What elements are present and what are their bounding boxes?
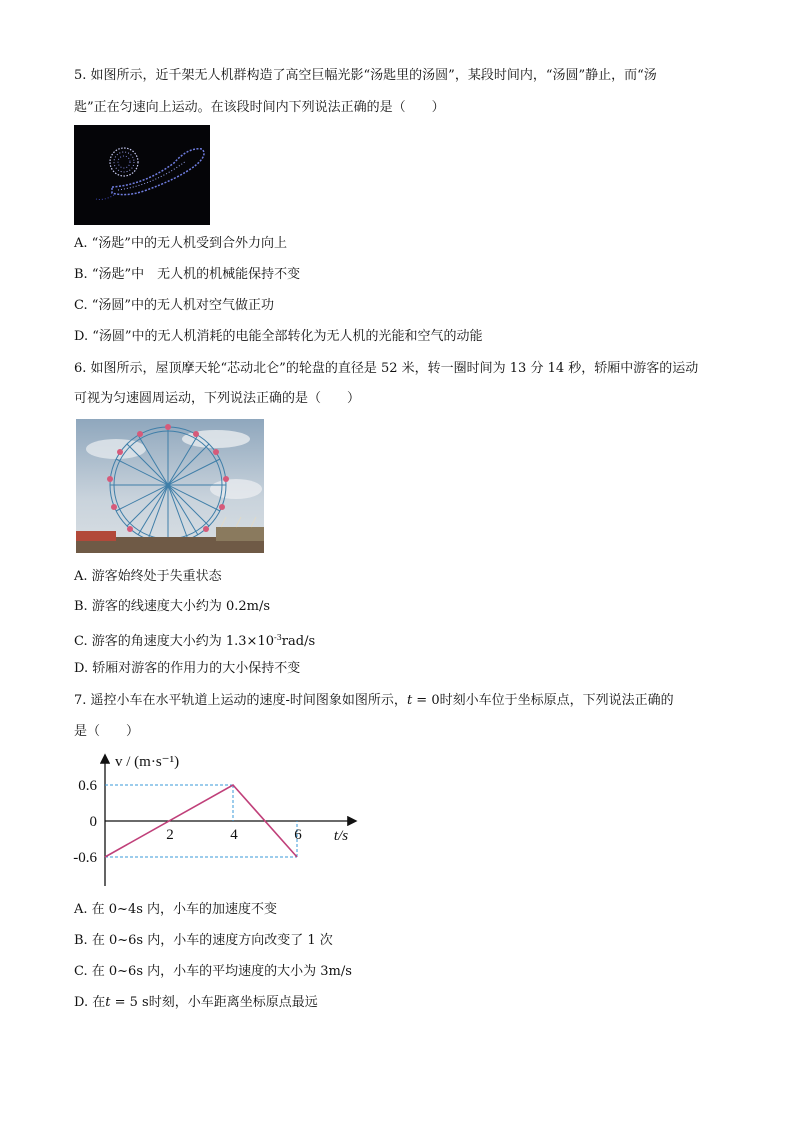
q6-option-d: D. 轿厢对游客的作用力的大小保持不变: [74, 661, 301, 676]
x-tick-label: 2: [166, 827, 174, 843]
q7-option-d-unit: s: [137, 995, 149, 1010]
q6-option-b: B. 游客的线速度大小约为 0.2m/s: [74, 599, 271, 614]
y-tick-label: 0: [89, 814, 97, 830]
q7-stem-var-t: t: [406, 693, 413, 708]
q7-option-d: [74, 994, 318, 1012]
q7-stem-text: 7. 遥控小车在水平轨道上运动的速度-时间图象如图所示，: [74, 693, 407, 708]
q6-stem-line1: 6. 如图所示，屋顶摩天轮“芯动北仑”的轮盘的直径是 52 米，转一圈时间为 13 分 14 秒，轿厢中游客的运动: [74, 361, 699, 376]
q6-stem-line2: 可视为匀速圆周运动，下列说法正确的是（ ）: [74, 391, 361, 406]
drone-show-photo: [74, 125, 210, 225]
q5-stem-line1: 5. 如图所示，近千架无人机群构造了高空巨幅光影“汤匙里的汤圆”，某段时间内，“汤圆”静止，而“汤: [74, 68, 657, 83]
y-tick-label: -0.6: [73, 850, 97, 866]
q7-option-c: C. 在 0~6s 内，小车的平均速度的大小为 3m/s: [74, 964, 352, 979]
x-tick-label: 6: [294, 827, 302, 843]
q7-option-a: A. 在 0~4s 内，小车的加速度不变: [74, 902, 278, 917]
q7-stem-line2: 是（ ）: [74, 724, 140, 739]
q7-option-d-var-t: t: [105, 995, 111, 1010]
ferris-wheel-photo: [76, 419, 264, 553]
q5-option-c: C. “汤圆”中的无人机对空气做正功: [74, 298, 275, 313]
q5-option-b: B. “汤匙”中 无人机的机械能保持不变: [74, 267, 301, 282]
vt-graph-svg: [70, 748, 370, 894]
q6-option-c-text: C. 游客的角速度大小约为 1.3×10: [74, 634, 274, 649]
y-axis-label: v / (m·s⁻¹): [115, 754, 180, 770]
x-axis-label: t/s: [333, 828, 349, 844]
q5-option-d: D. “汤圆”中的无人机消耗的电能全部转化为无人机的光能和空气的动能: [74, 329, 483, 344]
drone-show-image: [74, 125, 210, 225]
q7-option-b: B. 在 0~6s 内，小车的速度方向改变了 1 次: [74, 933, 333, 948]
q7-stem-eq: = 0: [412, 693, 440, 708]
q6-option-c-unit: rad/s: [281, 634, 316, 649]
q6-option-c: [74, 629, 315, 651]
q7-stem-line1: [74, 692, 674, 710]
q5-option-a: A. “汤匙”中的无人机受到合外力向上: [74, 236, 287, 251]
vt-graph: [70, 748, 370, 894]
q5-stem-line2: 匙”正在匀速向上运动。在该段时间内下列说法正确的是（ ）: [74, 100, 445, 115]
ferris-wheel-image: [76, 419, 264, 553]
y-tick-label: 0.6: [78, 778, 97, 794]
q7-option-d-text-tail: 时刻，小车距离坐标原点最远: [148, 995, 318, 1010]
x-tick-label: 4: [230, 827, 238, 843]
q7-stem-text-tail: 时刻小车位于坐标原点，下列说法正确的: [439, 693, 674, 708]
q7-option-d-text: D. 在: [74, 995, 106, 1010]
q6-option-c-exponent: -3: [274, 633, 282, 642]
q7-option-d-eq: = 5: [110, 995, 138, 1010]
q6-option-a: A. 游客始终处于失重状态: [74, 569, 222, 584]
